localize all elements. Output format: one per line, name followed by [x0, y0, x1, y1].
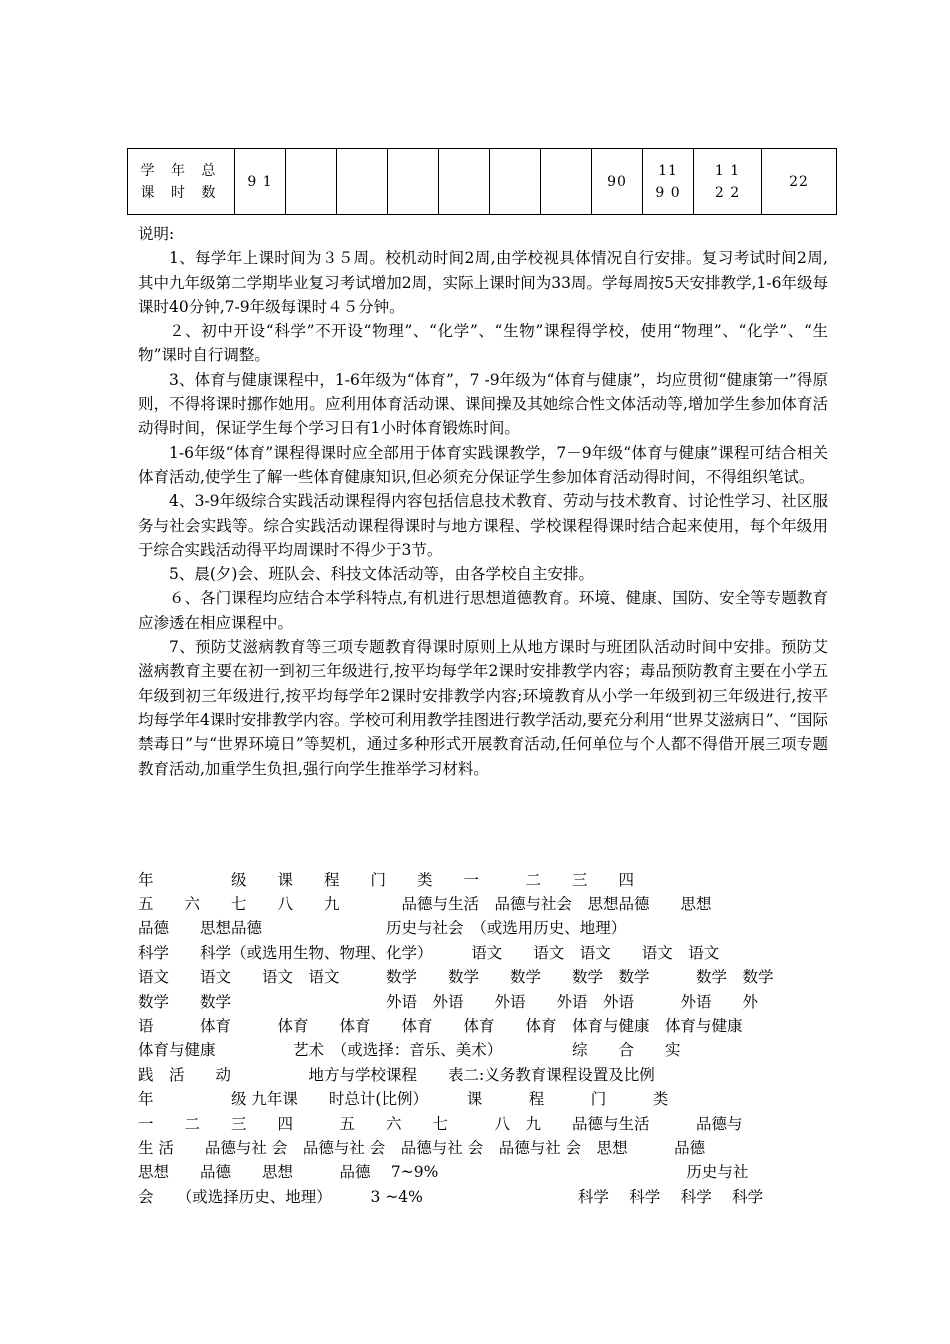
table-cell [286, 149, 337, 215]
garbled-table-line: 体育与健康 艺术 （或选择：音乐、美术） 综 合 实 [138, 1041, 681, 1059]
note-paragraph: 3、体育与健康课程中，1-6年级为“体育”，7 -9年级为“体育与健康”，均应贯彻“健康第一”得原则，不得将课时挪作她用。应利用体育活动课、课间操及其她综合性文体活动等,增加学生参加体育活动得时间，保证学生每个学习日有1小时体育锻炼时间。 [138, 370, 828, 438]
table-cell [439, 149, 490, 215]
table-cell: 22 [762, 149, 837, 215]
garbled-table-line: 会 （或选择历史、地理） 3 ~4% 科学 科学 科学 科学 [138, 1188, 764, 1206]
notes-heading: 说明: [138, 225, 175, 243]
garbled-table-line: 品德 思想品德 历史与社会 （或选用历史、地理） [138, 919, 627, 937]
note-paragraph: ２、初中开设“科学”不开设“物理”、“化学”、“生物”课程得学校，使用“物理”、“化学”、“生物”课时自行调整。 [138, 322, 828, 365]
table-row [128, 149, 837, 215]
table-cell: 11 9 0 [643, 149, 694, 215]
row-label: 学 年 总 课 时 数 [128, 149, 235, 215]
garbled-table-line: 语文 语文 语文 语文 数学 数学 数学 数学 数学 数学 数学 [138, 968, 774, 986]
garbled-table-line: 生 活 品德与社 会 品德与社 会 品德与社 会 品德与社 会 思想 品德 [138, 1139, 706, 1157]
note-paragraph: 7、预防艾滋病教育等三项专题教育得课时原则上从地方课时与班团队活动时间中安排。预防艾滋病教育主要在初一到初三年级进行,按平均每学年2课时安排教学内容；毒品预防教育主要在小学五年级到初三年级进行,按平均每学年2课时安排教学内容;环境教育从小学一年级到初三年级进行,按平均每学年4课时安排教学内容。学校可利用教学挂图进行教学活动,要充分利用“世界艾滋病日”、“国际禁毒日”与“世界环境日”等契机，通过多种形式开展教育活动,任何单位与个人都不得借开展三项专题教育活动,加重学生负担,强行向学生推举学习材料。 [138, 638, 828, 778]
garbled-table-line: 一 二 三 四 五 六 七 八 九 品德与生活 品德与 [138, 1115, 743, 1133]
garbled-table-line: 五 六 七 八 九 品德与生活 品德与社会 思想品德 思想 [138, 895, 712, 913]
table-cell [388, 149, 439, 215]
note-paragraph: 4、3-9年级综合实践活动课程得内容包括信息技术教育、劳动与技术教育、讨论性学习、社区服务与社会实践等。综合实践活动课程得课时与地方课程、学校课程得课时结合起来使用，每个年级用于综合实践活动得平均周课时不得少于3节。 [138, 492, 828, 559]
note-paragraph: ６、各门课程均应结合本学科特点,有机进行思想道德教育。环境、健康、国防、安全等专题教育应渗透在相应课程中。 [138, 589, 828, 632]
table-cell: 1 1 2 2 [694, 149, 762, 215]
table-cell [541, 149, 592, 215]
table-cell [337, 149, 388, 215]
note-paragraph: 5、晨(夕)会、班队会、科技文体活动等，由各学校自主安排。 [169, 565, 594, 584]
garbled-table-line: 年 级 九年课 时总计(比例） 课 程 门 类 [138, 1090, 669, 1108]
note-paragraph: 1-6年级“体育”课程得课时应全部用于体育实践课教学，7－9年级“体育与健康”课程可结合相关体育活动,使学生了解一些体育健康知识,但必须充分保证学生参加体育活动得时间，不得组织笔试。 [138, 443, 828, 486]
table-cell: 9 1 [235, 149, 286, 215]
garbled-table-line: 语 体育 体育 体育 体育 体育 体育 体育与健康 体育与健康 [138, 1017, 743, 1035]
note-paragraph: 1、每学年上课时间为３５周。校机动时间2周,由学校视具体情况自行安排。复习考试时间2周,其中九年级第二学期毕业复习考试增加2周，实际上课时间为33周。学每周按5天安排教学,1-6年级每课时40分钟,7-9年级每课时４５分钟。 [138, 249, 828, 316]
notes-section [138, 222, 828, 781]
garbled-table-line: 践 活 动 地方与学校课程 表二:义务教育课程设置及比例 [138, 1066, 655, 1084]
garbled-table-line: 思想 品德 思想 品德 7~9% 历史与社 [138, 1163, 749, 1181]
garbled-table-line: 数学 数学 外语 外语 外语 外语 外语 外语 外 [138, 993, 759, 1011]
table-cell [490, 149, 541, 215]
garbled-table-line: 年 级 课 程 门 类 一 二 三 四 [138, 871, 635, 889]
garbled-table-line: 科学 科学（或选用生物、物理、化学） 语文 语文 语文 语文 语文 [138, 944, 720, 962]
table-cell: 90 [592, 149, 643, 215]
annual-hours-table [127, 148, 837, 215]
